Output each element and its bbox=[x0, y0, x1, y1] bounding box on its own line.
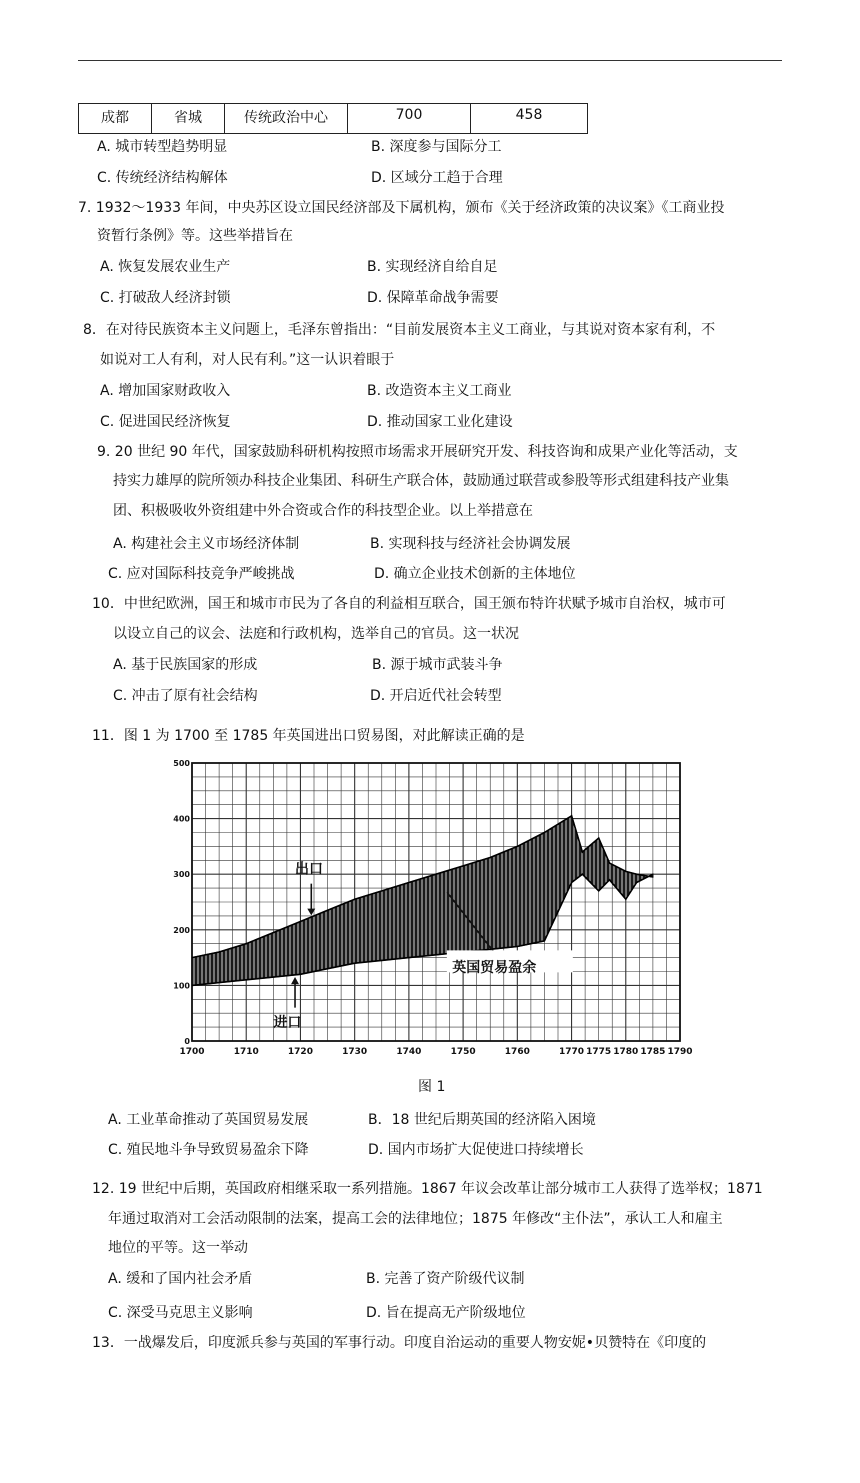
q7-option-c[interactable]: C. 打破敌人经济封锁 bbox=[100, 290, 231, 306]
q7-option-d[interactable]: D. 保障革命战争需要 bbox=[367, 290, 499, 306]
x-tick-label: 1710 bbox=[233, 1047, 259, 1057]
y-tick-label: 300 bbox=[173, 870, 190, 880]
y-tick-label: 400 bbox=[173, 814, 190, 824]
q6-option-c[interactable]: C. 传统经济结构解体 bbox=[97, 170, 228, 186]
q10-option-a[interactable]: A. 基于民族国家的形成 bbox=[113, 657, 258, 673]
q7-stem-line1: 7. 1932～1933 年间，中央苏区设立国民经济部及下属机构，颁布《关于经济政策的决议案》《工商业投 bbox=[78, 200, 725, 216]
q12-stem-line2: 年通过取消对工会活动限制的法案，提高工会的法律地位；1875 年修改“主仆法”，承认工人和雇主 bbox=[108, 1211, 723, 1227]
q8-option-d[interactable]: D. 推动国家工业化建设 bbox=[367, 414, 513, 430]
q11-option-d[interactable]: D. 国内市场扩大促使进口持续增长 bbox=[368, 1142, 584, 1158]
q8-option-a[interactable]: A. 增加国家财政收入 bbox=[100, 383, 231, 399]
q11-option-a[interactable]: A. 工业革命推动了英国贸易发展 bbox=[108, 1112, 309, 1128]
q10-option-b[interactable]: B. 源于城市武装斗争 bbox=[372, 657, 503, 673]
header-rule bbox=[78, 60, 782, 61]
q9-stem-line2: 持实力雄厚的院所领办科技企业集团、科研生产联合体，鼓励通过联营或参股等形式组建科技产业集 bbox=[113, 473, 729, 489]
x-tick-label: 1770 bbox=[559, 1047, 585, 1057]
q10-option-d[interactable]: D. 开启近代社会转型 bbox=[370, 688, 502, 704]
q6-option-b[interactable]: B. 深度参与国际分工 bbox=[371, 139, 502, 155]
annotation-surplus: 英国贸易盈余 bbox=[452, 960, 537, 977]
x-tick-label: 1700 bbox=[179, 1047, 205, 1057]
q9-stem-line1: 9. 20 世纪 90 年代，国家鼓励科研机构按照市场需求开展研究开发、科技咨询和成果产业化等活动，支 bbox=[97, 444, 738, 460]
x-tick-label: 1750 bbox=[450, 1047, 476, 1057]
q12-option-a[interactable]: A. 缓和了国内社会矛盾 bbox=[108, 1271, 253, 1287]
y-tick-label: 500 bbox=[173, 759, 190, 768]
table-cell: 458 bbox=[471, 104, 588, 134]
q12-option-b[interactable]: B. 完善了资产阶级代议制 bbox=[366, 1271, 525, 1287]
q13-stem-line1: 13．一战爆发后，印度派兵参与英国的军事行动。印度自治运动的重要人物安妮•贝赞特在《印度的 bbox=[92, 1335, 707, 1351]
q6-option-d[interactable]: D. 区域分工趋于合理 bbox=[371, 170, 503, 186]
y-tick-label: 0 bbox=[184, 1037, 190, 1046]
q9-option-c[interactable]: C. 应对国际科技竞争严峻挑战 bbox=[108, 566, 295, 582]
x-tick-label: 1720 bbox=[287, 1047, 313, 1057]
x-tick-label: 1790 bbox=[667, 1047, 693, 1057]
q10-stem-line2: 以设立自己的议会、法庭和行政机构，选举自己的官员。这一状况 bbox=[113, 626, 519, 642]
table-cell: 700 bbox=[348, 104, 471, 134]
q7-option-a[interactable]: A. 恢复发展农业生产 bbox=[100, 259, 231, 275]
q8-stem-line1: 8．在对待民族资本主义问题上，毛泽东曾指出：“目前发展资本主义工商业，与其说对资本家有利，不 bbox=[83, 322, 716, 338]
x-tick-label: 1730 bbox=[342, 1047, 368, 1057]
q6-option-a[interactable]: A. 城市转型趋势明显 bbox=[97, 139, 228, 155]
q9-option-a[interactable]: A. 构建社会主义市场经济体制 bbox=[113, 536, 300, 552]
q9-stem-line3: 团、积极吸收外资组建中外合资或合作的科技型企业。以上举措意在 bbox=[113, 503, 533, 519]
q9-option-d[interactable]: D. 确立企业技术创新的主体地位 bbox=[374, 566, 576, 582]
q12-option-c[interactable]: C. 深受马克思主义影响 bbox=[108, 1305, 253, 1321]
arrow-imports-head bbox=[291, 977, 299, 984]
table-row bbox=[79, 104, 588, 134]
q8-stem-line2: 如说对工人有利，对人民有利。”这一认识着眼于 bbox=[100, 352, 395, 368]
q8-option-c[interactable]: C. 促进国民经济恢复 bbox=[100, 414, 231, 430]
x-tick-label: 1785 bbox=[640, 1047, 666, 1057]
table-cell: 传统政治中心 bbox=[225, 104, 348, 134]
table-cell: 省城 bbox=[152, 104, 225, 134]
q10-option-c[interactable]: C. 冲击了原有社会结构 bbox=[113, 688, 258, 704]
x-tick-label: 1775 bbox=[586, 1047, 612, 1057]
q7-stem-line2: 资暂行条例》等。这些举措旨在 bbox=[97, 228, 293, 244]
x-tick-label: 1760 bbox=[504, 1047, 530, 1057]
data-table bbox=[78, 103, 588, 134]
q12-option-d[interactable]: D. 旨在提高无产阶级地位 bbox=[366, 1305, 526, 1321]
q8-option-b[interactable]: B. 改造资本主义工商业 bbox=[367, 383, 512, 399]
trade-chart bbox=[168, 755, 698, 1060]
annotation-exports: 出口 bbox=[295, 861, 324, 878]
y-tick-label: 200 bbox=[173, 925, 190, 935]
q12-stem-line1: 12. 19 世纪中后期，英国政府相继采取一系列措施。1867 年议会改革让部分城市工人获得了选举权；1871 bbox=[92, 1181, 763, 1197]
q10-stem-line1: 10．中世纪欧洲，国王和城市市民为了各自的利益相互联合，国王颁布特许状赋予城市自治权，城市可 bbox=[92, 596, 726, 612]
q11-option-c[interactable]: C. 殖民地斗争导致贸易盈余下降 bbox=[108, 1142, 309, 1158]
table-cell: 成都 bbox=[79, 104, 152, 134]
x-tick-label: 1740 bbox=[396, 1047, 422, 1057]
q11-option-b[interactable]: B．18 世纪后期英国的经济陷入困境 bbox=[368, 1112, 596, 1128]
q7-option-b[interactable]: B. 实现经济自给自足 bbox=[367, 259, 498, 275]
annotation-imports: 进口 bbox=[273, 1015, 302, 1032]
q12-stem-line3: 地位的平等。这一举动 bbox=[108, 1240, 248, 1256]
q11-stem: 11．图 1 为 1700 至 1785 年英国进出口贸易图，对此解读正确的是 bbox=[92, 728, 525, 744]
x-tick-label: 1780 bbox=[613, 1047, 639, 1057]
y-tick-label: 100 bbox=[173, 981, 190, 991]
figure-caption: 图 1 bbox=[418, 1079, 446, 1095]
q9-option-b[interactable]: B. 实现科技与经济社会协调发展 bbox=[370, 536, 571, 552]
